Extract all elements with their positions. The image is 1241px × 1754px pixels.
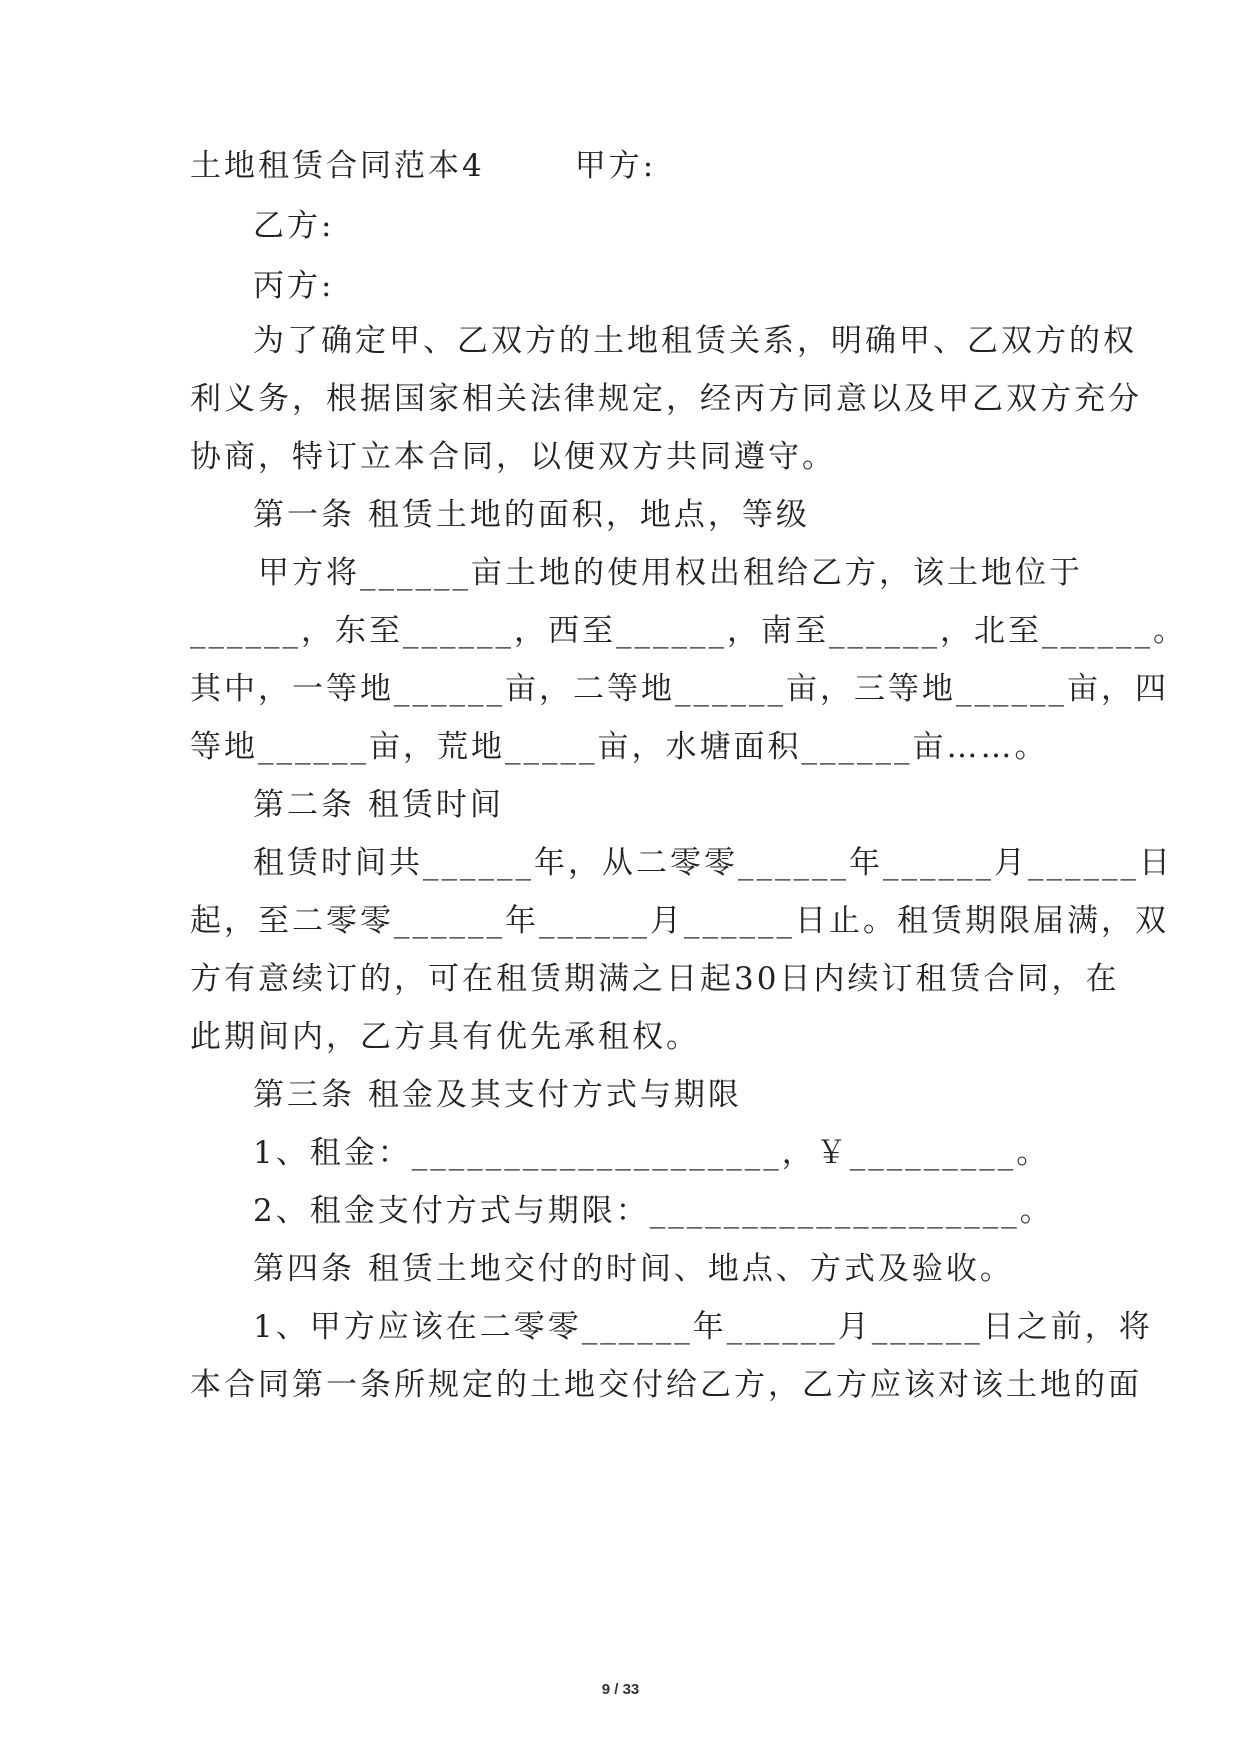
article-1-line-1: 甲方将______亩土地的使用权出租给乙方，该土地位于 xyxy=(258,555,1083,591)
preamble-line-3: 协商，特订立本合同，以便双方共同遵守。 xyxy=(190,439,836,475)
article-2-line-2: 起，至二零零______年______月______日止。租赁期限届满，双 xyxy=(190,903,1169,939)
page-number: 9 / 33 xyxy=(601,1681,640,1698)
article-3-item-1: 1、租金：____________________，￥_________。 xyxy=(253,1135,1051,1171)
preamble-line-1: 为了确定甲、乙双方的土地租赁关系，明确甲、乙双方的权 xyxy=(253,323,1137,359)
article-1-heading: 第一条 租赁土地的面积，地点，等级 xyxy=(253,497,810,533)
article-3-heading: 第三条 租金及其支付方式与期限 xyxy=(253,1077,742,1113)
article-1-line-3: 其中，一等地______亩，二等地______亩，三等地______亩，四 xyxy=(190,671,1169,707)
article-1-line-2: ______，东至______，西至______，南至______，北至______。 xyxy=(190,613,1187,649)
article-3-item-2: 2、租金支付方式与期限：____________________。 xyxy=(253,1193,1054,1229)
article-4-line-1: 1、甲方应该在二零零______年______月______日之前，将 xyxy=(253,1309,1153,1345)
party-c-line: 丙方: xyxy=(253,268,335,304)
article-2-line-4: 此期间内，乙方具有优先承租权。 xyxy=(190,1019,700,1055)
document-title-line: 土地租赁合同范本4 甲方: xyxy=(190,148,657,184)
article-2-line-3: 方有意续订的，可在租赁期满之日起30日内续订租赁合同，在 xyxy=(190,961,1120,997)
article-2-heading: 第二条 租赁时间 xyxy=(253,787,504,823)
preamble-line-2: 利义务，根据国家相关法律规定，经丙方同意以及甲乙双方充分 xyxy=(190,381,1142,417)
party-b-line: 乙方: xyxy=(253,208,335,244)
article-2-line-1: 租赁时间共______年，从二零零______年______月______日 xyxy=(253,845,1173,881)
article-1-line-4: 等地______亩，荒地_____亩，水塘面积______亩……。 xyxy=(190,729,1049,765)
article-4-line-2: 本合同第一条所规定的土地交付给乙方，乙方应该对该土地的面 xyxy=(190,1367,1142,1403)
article-4-heading: 第四条 租赁土地交付的时间、地点、方式及验收。 xyxy=(253,1251,1014,1287)
